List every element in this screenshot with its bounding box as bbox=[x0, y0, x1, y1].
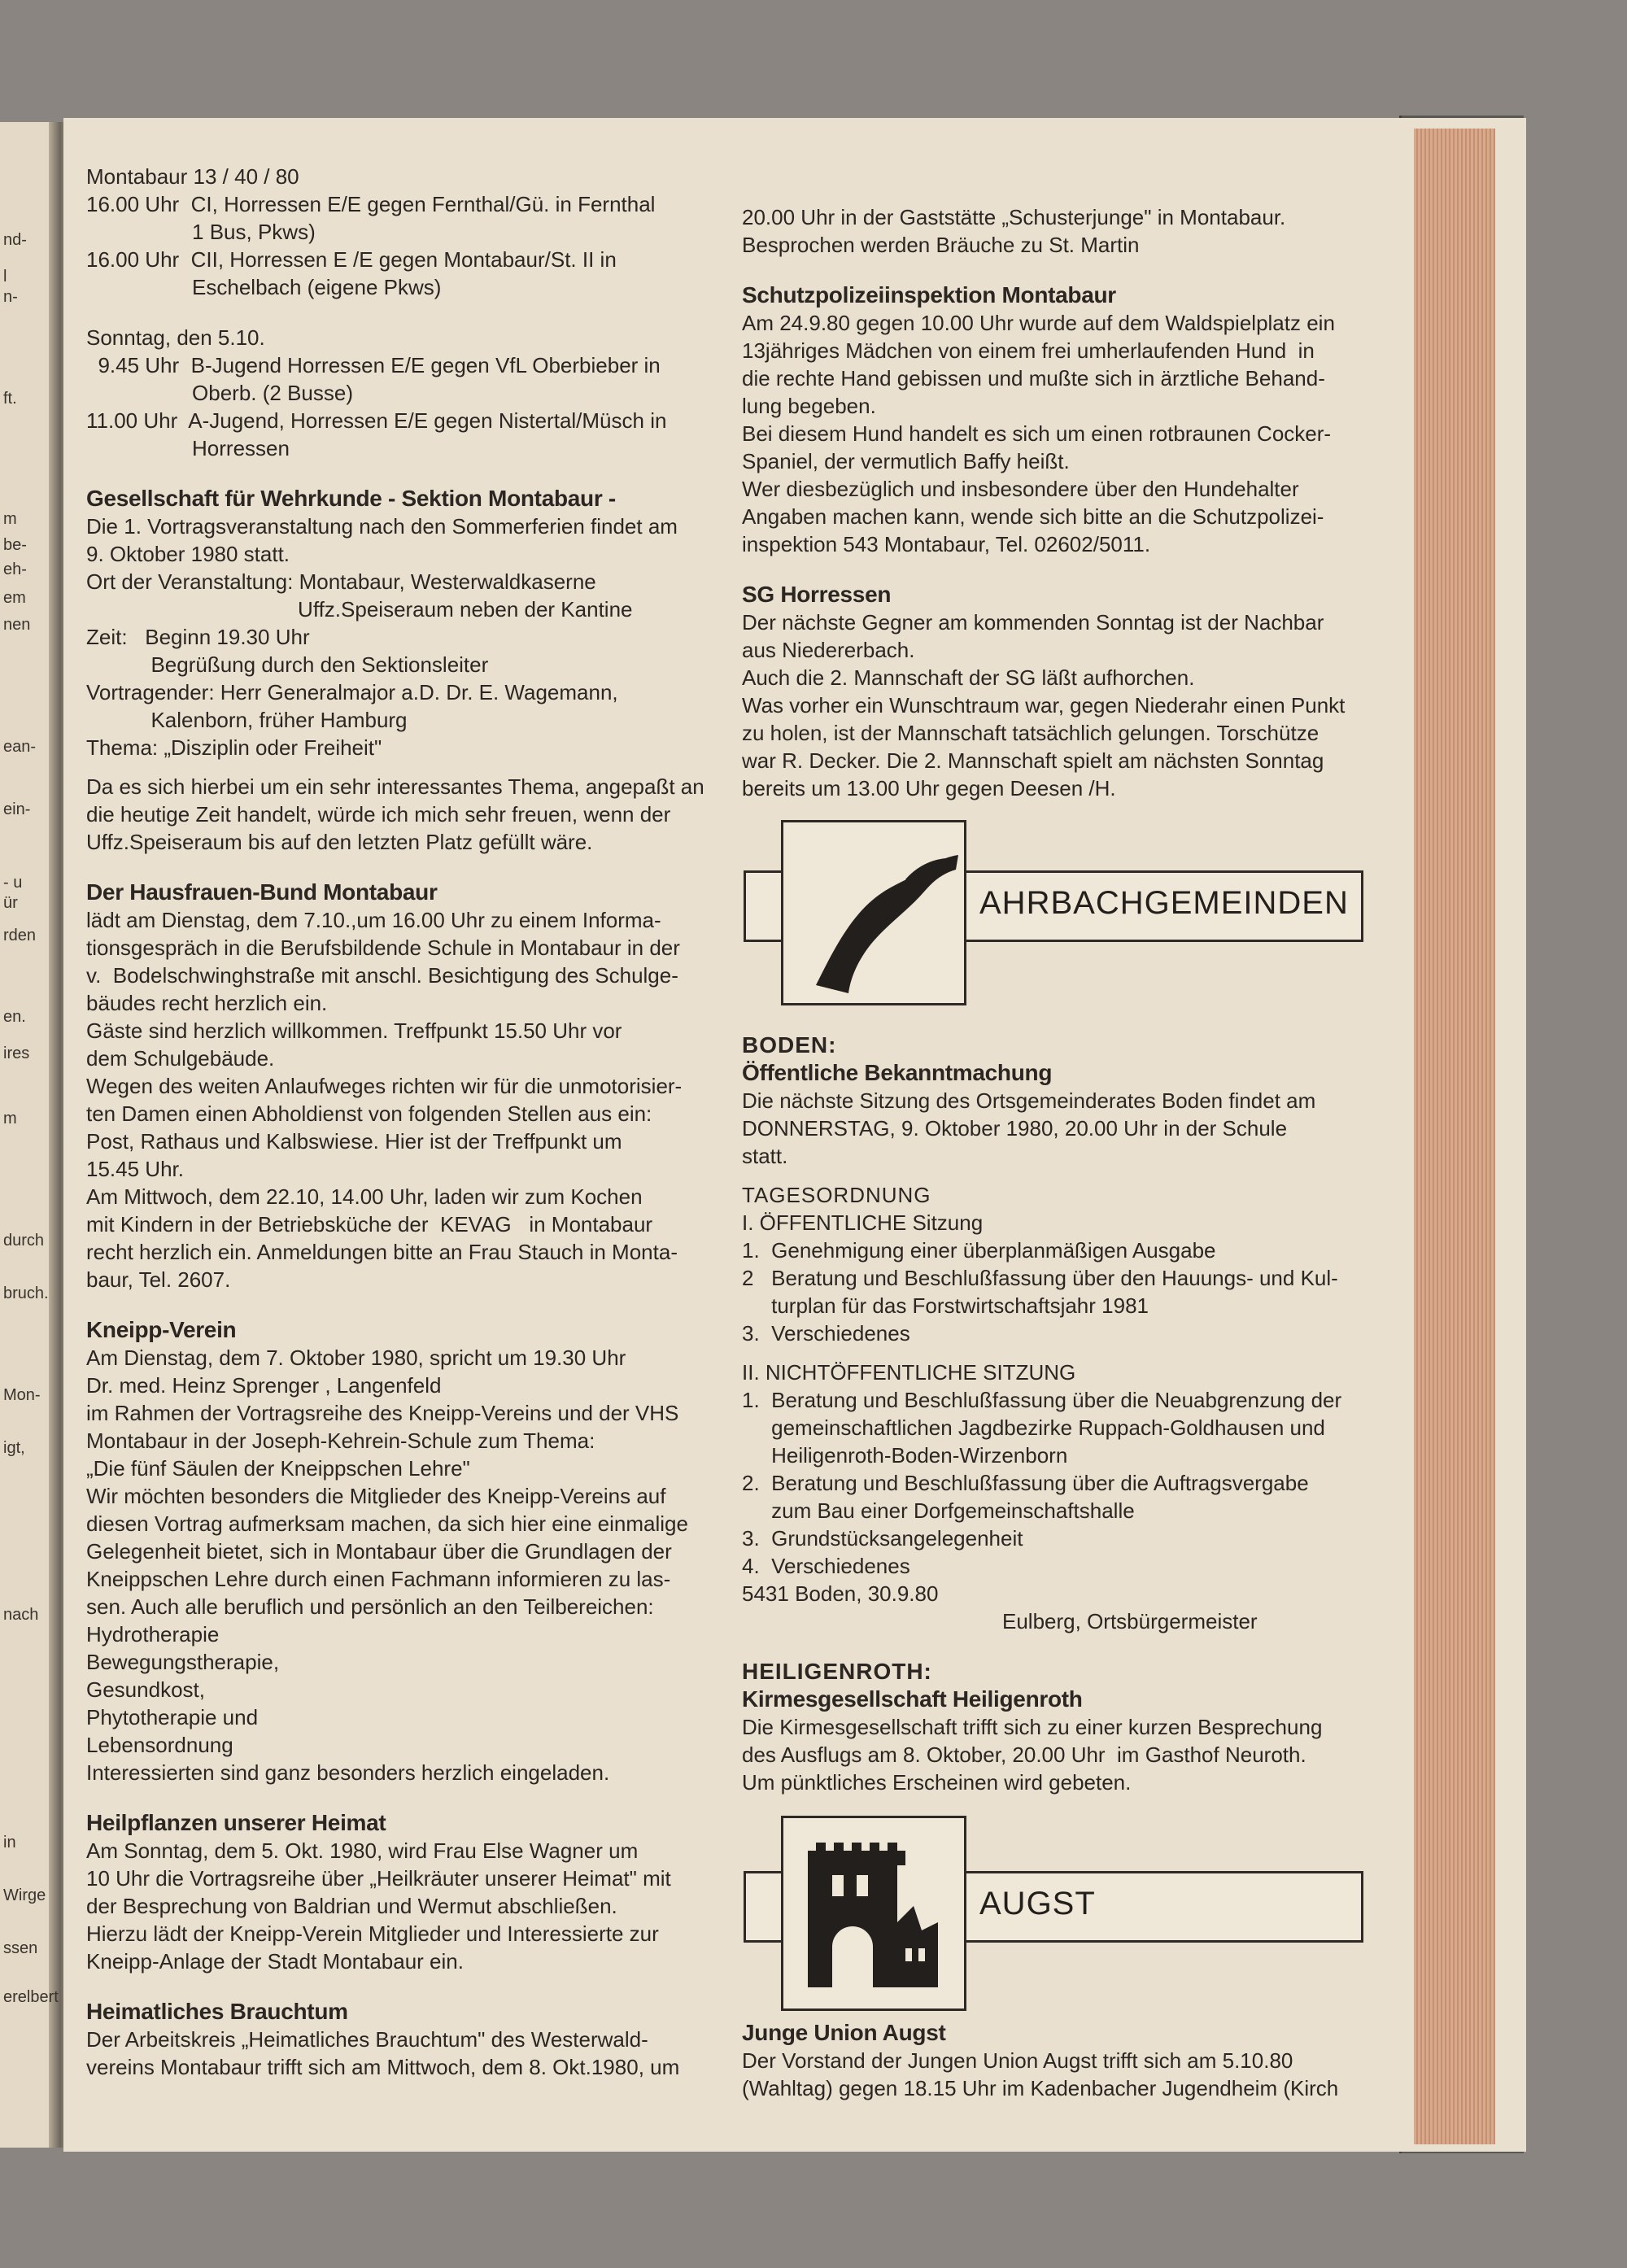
left-margin-fragment: ssen bbox=[3, 1939, 38, 1957]
right-column bbox=[742, 203, 1385, 2102]
page-edges bbox=[1414, 129, 1495, 2144]
text-line: Gesundkost, bbox=[86, 1677, 205, 1702]
text-line: Um pünktliches Erscheinen wird gebeten. bbox=[742, 1770, 1132, 1795]
text-line: 16.00 Uhr CI, Horressen E/E gegen Fernthal/Gü. in Fernthal bbox=[86, 192, 656, 216]
text-line: Am Mittwoch, dem 22.10, 14.00 Uhr, laden wir zum Kochen bbox=[86, 1184, 643, 1209]
text-line: 1 Bus, Pkws) bbox=[86, 220, 316, 244]
text-line: die heutige Zeit handelt, würde ich mich sehr freuen, wenn der bbox=[86, 802, 671, 827]
left-margin-fragment: rden bbox=[3, 927, 37, 944]
text-line: bäudes recht herzlich ein. bbox=[86, 991, 328, 1015]
left-margin-fragment: bruch. bbox=[3, 1284, 49, 1302]
text-line: statt. bbox=[742, 1144, 788, 1168]
augst-label: AUGST bbox=[979, 1886, 1096, 1921]
match-schedule-sunday bbox=[86, 324, 729, 462]
agenda-title: TAGESORDNUNG bbox=[742, 1183, 931, 1207]
text-line: Die Kirmesgesellschaft trifft sich zu einer kurzen Besprechung bbox=[742, 1715, 1323, 1739]
left-margin-fragment: m bbox=[3, 510, 17, 528]
text-line: (Wahltag) gegen 18.15 Uhr im Kadenbacher Jugendheim (Kirch bbox=[742, 2076, 1339, 2100]
text-line: im Rahmen der Vortragsreihe des Kneipp-Vereins und der VHS bbox=[86, 1401, 679, 1425]
text-line: diesen Vortrag aufmerksam machen, da sich hier eine einmalige bbox=[86, 1511, 688, 1536]
text-line: zu holen, ist der Mannschaft tatsächlich gelungen. Torschütze bbox=[742, 721, 1319, 745]
left-margin-fragment: ft. bbox=[3, 390, 17, 408]
wave-emblem-icon bbox=[781, 820, 966, 1005]
text-line: Der Arbeitskreis „Heimatliches Brauchtum" des Westerwald- bbox=[86, 2027, 648, 2052]
augst-logo bbox=[742, 1816, 1385, 2019]
polizei-body bbox=[742, 309, 1385, 558]
brauchtum-heading: Heimatliches Brauchtum bbox=[86, 1999, 348, 2024]
text-line: Bei diesem Hund handelt es sich um einen rotbraunen Cocker- bbox=[742, 421, 1332, 446]
left-margin-fragment: nen bbox=[3, 616, 31, 634]
brauchtum-body bbox=[86, 2026, 729, 2081]
text-line: Die nächste Sitzung des Ortsgemeinderates Boden findet am bbox=[742, 1088, 1316, 1113]
text-line: gemeinschaftlichen Jagdbezirke Ruppach-Goldhausen und bbox=[742, 1415, 1325, 1440]
text-line: Kneippschen Lehre durch einen Fachmann informieren zu las- bbox=[86, 1567, 671, 1591]
text-line: der Besprechung von Baldrian und Wermut abschließen. bbox=[86, 1894, 617, 1918]
left-margin-fragment: nach bbox=[3, 1606, 39, 1624]
text-line: 4. Verschiedenes bbox=[742, 1554, 910, 1578]
text-line: Vortragender: Herr Generalmajor a.D. Dr. E. Wagemann, bbox=[86, 680, 618, 704]
text-line: Uffz.Speiseraum bis auf den letzten Platz gefüllt wäre. bbox=[86, 830, 593, 854]
heilpflanzen-body bbox=[86, 1837, 729, 1975]
text-line: 3. Verschiedenes bbox=[742, 1321, 910, 1346]
text-line: 11.00 Uhr A-Jugend, Horressen E/E gegen Nistertal/Müsch in bbox=[86, 408, 667, 433]
text-line: DONNERSTAG, 9. Oktober 1980, 20.00 Uhr in der Schule bbox=[742, 1116, 1288, 1141]
ahrbachgemeinden-label: AHRBACHGEMEINDEN bbox=[979, 885, 1349, 921]
text-line: turplan für das Forstwirtschaftsjahr 1981 bbox=[742, 1293, 1149, 1318]
left-margin-fragment: m bbox=[3, 1110, 17, 1127]
wehrkunde-heading: Gesellschaft für Wehrkunde - Sektion Montabaur - bbox=[86, 486, 616, 511]
left-margin-fragment: l bbox=[3, 268, 7, 286]
left-margin-fragment: - u bbox=[3, 874, 23, 892]
text-line: des Ausflugs am 8. Oktober, 20.00 Uhr im Gasthof Neuroth. bbox=[742, 1742, 1306, 1767]
text-line: Interessierten sind ganz besonders herzlich eingeladen. bbox=[86, 1760, 610, 1785]
boden-signature: Eulberg, Ortsbürgermeister bbox=[1002, 1609, 1258, 1633]
text-line: Am 24.9.80 gegen 10.00 Uhr wurde auf dem Waldspielplatz ein bbox=[742, 311, 1335, 335]
ahrbachgemeinden-logo bbox=[742, 820, 1385, 1032]
text-line: Post, Rathaus und Kalbswiese. Hier ist der Treffpunkt um bbox=[86, 1129, 622, 1154]
text-line: Der nächste Gegner am kommenden Sonntag ist der Nachbar bbox=[742, 610, 1324, 635]
text-line: Uffz.Speiseraum neben der Kantine bbox=[86, 597, 633, 622]
text-line: zum Bau einer Dorfgemeinschaftshalle bbox=[742, 1498, 1135, 1523]
text-line: inspektion 543 Montabaur, Tel. 02602/5011. bbox=[742, 532, 1151, 556]
text-line: Heiligenroth-Boden-Wirzenborn bbox=[742, 1443, 1068, 1468]
left-margin-fragment: Mon- bbox=[3, 1386, 41, 1404]
text-line: Hierzu lädt der Kneipp-Verein Mitglieder und Interessierte zur bbox=[86, 1921, 659, 1946]
text-line: Hydrotherapie bbox=[86, 1622, 220, 1646]
hausfrauen-body bbox=[86, 906, 729, 1293]
text-line: Eschelbach (eigene Pkws) bbox=[86, 275, 442, 299]
text-line: II. NICHTÖFFENTLICHE SITZUNG bbox=[742, 1360, 1076, 1385]
text-line: 20.00 Uhr in der Gaststätte „Schusterjunge" in Montabaur. bbox=[742, 205, 1286, 229]
ju-body bbox=[742, 2047, 1385, 2102]
text-line: Montabaur in der Joseph-Kehrein-Schule zum Thema: bbox=[86, 1428, 595, 1453]
text-line: Kneipp-Anlage der Stadt Montabaur ein. bbox=[86, 1949, 464, 1974]
text-line: 5431 Boden, 30.9.80 bbox=[742, 1581, 939, 1606]
brauchtum-continuation bbox=[742, 203, 1385, 259]
text-line: Dr. med. Heinz Sprenger , Langenfeld bbox=[86, 1373, 442, 1398]
sg-body bbox=[742, 608, 1385, 802]
left-margin-fragment: ür bbox=[3, 894, 18, 912]
text-line: ten Damen einen Abholdienst von folgenden Stellen aus ein: bbox=[86, 1101, 652, 1126]
text-line: aus Niedererbach. bbox=[742, 638, 915, 662]
left-margin-fragment: ires bbox=[3, 1045, 30, 1062]
wehrkunde-closing bbox=[86, 773, 729, 856]
text-line: Zeit: Beginn 19.30 Uhr bbox=[86, 625, 310, 649]
tower-ruin-emblem-icon bbox=[781, 1816, 966, 2011]
text-line: tionsgespräch in die Berufsbildende Schule in Montabaur in der bbox=[86, 936, 680, 960]
text-line: Begrüßung durch den Sektionsleiter bbox=[86, 652, 489, 677]
heiligenroth-heading: Kirmesgesellschaft Heiligenroth bbox=[742, 1686, 1083, 1712]
text-line: lung begeben. bbox=[742, 394, 876, 418]
left-margin-fragment: Wirge bbox=[3, 1886, 46, 1904]
boden-body bbox=[742, 1087, 1385, 1170]
text-line: lädt am Dienstag, dem 7.10.,um 16.00 Uhr zu einem Informa- bbox=[86, 908, 661, 932]
left-margin-fragment: ein- bbox=[3, 800, 31, 818]
text-line: vereins Montabaur trifft sich am Mittwoch, dem 8. Okt.1980, um bbox=[86, 2055, 680, 2079]
text-line: Oberb. (2 Busse) bbox=[86, 381, 353, 405]
left-column bbox=[86, 163, 729, 2081]
text-line: Die 1. Vortragsveranstaltung nach den Sommerferien findet am bbox=[86, 514, 678, 539]
text-line: dem Schulgebäude. bbox=[86, 1046, 275, 1071]
text-line: v. Bodelschwinghstraße mit anschl. Besichtigung des Schulge- bbox=[86, 963, 678, 988]
left-margin-fragment: erelbert bbox=[3, 1988, 59, 2006]
left-margin-fragment: ean- bbox=[3, 738, 37, 756]
text-line: war R. Decker. Die 2. Mannschaft spielt am nächsten Sonntag bbox=[742, 748, 1324, 773]
text-line: 13jähriges Mädchen von einem frei umherlaufenden Hund in bbox=[742, 338, 1315, 363]
text-line: Am Sonntag, dem 5. Okt. 1980, wird Frau Else Wagner um bbox=[86, 1838, 639, 1863]
text-line: 15.45 Uhr. bbox=[86, 1157, 184, 1181]
text-line: Kalenborn, früher Hamburg bbox=[86, 708, 408, 732]
text-line: die rechte Hand gebissen und mußte sich in ärztliche Behand- bbox=[742, 366, 1325, 390]
text-line: Besprochen werden Bräuche zu St. Martin bbox=[742, 233, 1140, 257]
text-line: Da es sich hierbei um ein sehr interessantes Thema, angepaßt an bbox=[86, 774, 704, 799]
text-line: Bewegungstherapie, bbox=[86, 1650, 280, 1674]
text-line: Angaben machen kann, wende sich bitte an die Schutzpolizei- bbox=[742, 504, 1324, 529]
text-line: 9.45 Uhr B-Jugend Horressen E/E gegen VfL Oberbieber in bbox=[86, 353, 661, 377]
heiligenroth-place: HEILIGENROTH: bbox=[742, 1659, 932, 1684]
text-line: recht herzlich ein. Anmeldungen bitte an Frau Stauch in Monta- bbox=[86, 1240, 678, 1264]
kneipp-body bbox=[86, 1344, 729, 1786]
text-line: Sonntag, den 5.10. bbox=[86, 325, 265, 350]
boden-place: BODEN: bbox=[742, 1032, 837, 1058]
left-margin-fragment: igt, bbox=[3, 1439, 25, 1457]
left-margin-fragment: be- bbox=[3, 536, 27, 554]
text-line: 3. Grundstücksangelegenheit bbox=[742, 1526, 1023, 1551]
agenda-public bbox=[742, 1209, 1385, 1347]
text-line: Gäste sind herzlich willkommen. Treffpunkt 15.50 Uhr vor bbox=[86, 1018, 622, 1043]
text-line: Was vorher ein Wunschtraum war, gegen Niederahr einen Punkt bbox=[742, 693, 1346, 717]
text-line: Der Vorstand der Jungen Union Augst trifft sich am 5.10.80 bbox=[742, 2048, 1293, 2073]
text-line: Spaniel, der vermutlich Baffy heißt. bbox=[742, 449, 1070, 473]
sg-heading: SG Horressen bbox=[742, 582, 892, 607]
text-line: Phytotherapie und bbox=[86, 1705, 259, 1729]
text-line: Ort der Veranstaltung: Montabaur, Westerwaldkaserne bbox=[86, 569, 596, 594]
text-line: sen. Auch alle beruflich und persönlich an den Teilbereichen: bbox=[86, 1594, 654, 1619]
text-line: Am Dienstag, dem 7. Oktober 1980, spricht um 19.30 Uhr bbox=[86, 1346, 626, 1370]
kneipp-heading: Kneipp-Verein bbox=[86, 1317, 237, 1342]
text-line: baur, Tel. 2607. bbox=[86, 1267, 231, 1292]
text-line: 1. Beratung und Beschlußfassung über die Neuabgrenzung der bbox=[742, 1388, 1342, 1412]
text-line: mit Kindern in der Betriebsküche der KEVAG in Montabaur bbox=[86, 1212, 653, 1236]
text-line: 16.00 Uhr CII, Horressen E /E gegen Montabaur/St. II in bbox=[86, 247, 617, 272]
text-line: Lebensordnung bbox=[86, 1733, 233, 1757]
text-line: 9. Oktober 1980 statt. bbox=[86, 542, 290, 566]
text-line: Gelegenheit bietet, sich in Montabaur über die Grundlagen der bbox=[86, 1539, 672, 1564]
left-margin-fragment: durch bbox=[3, 1232, 45, 1250]
agenda-private bbox=[742, 1359, 1385, 1607]
left-margin-fragment: n- bbox=[3, 288, 18, 306]
heilpflanzen-heading: Heilpflanzen unserer Heimat bbox=[86, 1810, 386, 1835]
text-line: 10 Uhr die Vortragsreihe über „Heilkräuter unserer Heimat" mit bbox=[86, 1866, 671, 1891]
heiligenroth-body bbox=[742, 1713, 1385, 1796]
hausfrauen-heading: Der Hausfrauen-Bund Montabaur bbox=[86, 879, 438, 905]
text-line: Thema: „Disziplin oder Freiheit" bbox=[86, 735, 382, 760]
left-margin-fragment: in bbox=[3, 1834, 16, 1851]
text-line: bereits um 13.00 Uhr gegen Deesen /H. bbox=[742, 776, 1116, 800]
text-line: Wir möchten besonders die Mitglieder des Kneipp-Vereins auf bbox=[86, 1484, 666, 1508]
left-margin-fragment: en. bbox=[3, 1008, 26, 1026]
text-line: 2 Beratung und Beschlußfassung über den Hauungs- und Kul- bbox=[742, 1266, 1338, 1290]
polizei-heading: Schutzpolizeiinspektion Montabaur bbox=[742, 282, 1116, 307]
wehrkunde-body bbox=[86, 512, 729, 761]
text-line: Montabaur 13 / 40 / 80 bbox=[86, 164, 299, 189]
text-line: I. ÖFFENTLICHE Sitzung bbox=[742, 1210, 984, 1235]
text-line: Wegen des weiten Anlaufweges richten wir für die unmotorisier- bbox=[86, 1074, 683, 1098]
text-line: Horressen bbox=[86, 436, 290, 460]
text-line: 2. Beratung und Beschlußfassung über die Auftragsvergabe bbox=[742, 1471, 1309, 1495]
ju-heading: Junge Union Augst bbox=[742, 2020, 946, 2045]
match-schedule-intro bbox=[86, 163, 729, 301]
text-line: 1. Genehmigung einer überplanmäßigen Ausgabe bbox=[742, 1238, 1216, 1263]
text-line: Auch die 2. Mannschaft der SG läßt aufhorchen. bbox=[742, 665, 1195, 690]
left-margin-fragment: eh- bbox=[3, 560, 27, 578]
left-margin-fragment: nd- bbox=[3, 231, 27, 249]
left-margin-fragment: em bbox=[3, 589, 26, 607]
text-line: „Die fünf Säulen der Kneippschen Lehre" bbox=[86, 1456, 470, 1481]
text-line: Wer diesbezüglich und insbesondere über den Hundehalter bbox=[742, 477, 1299, 501]
boden-heading: Öffentliche Bekanntmachung bbox=[742, 1060, 1053, 1085]
